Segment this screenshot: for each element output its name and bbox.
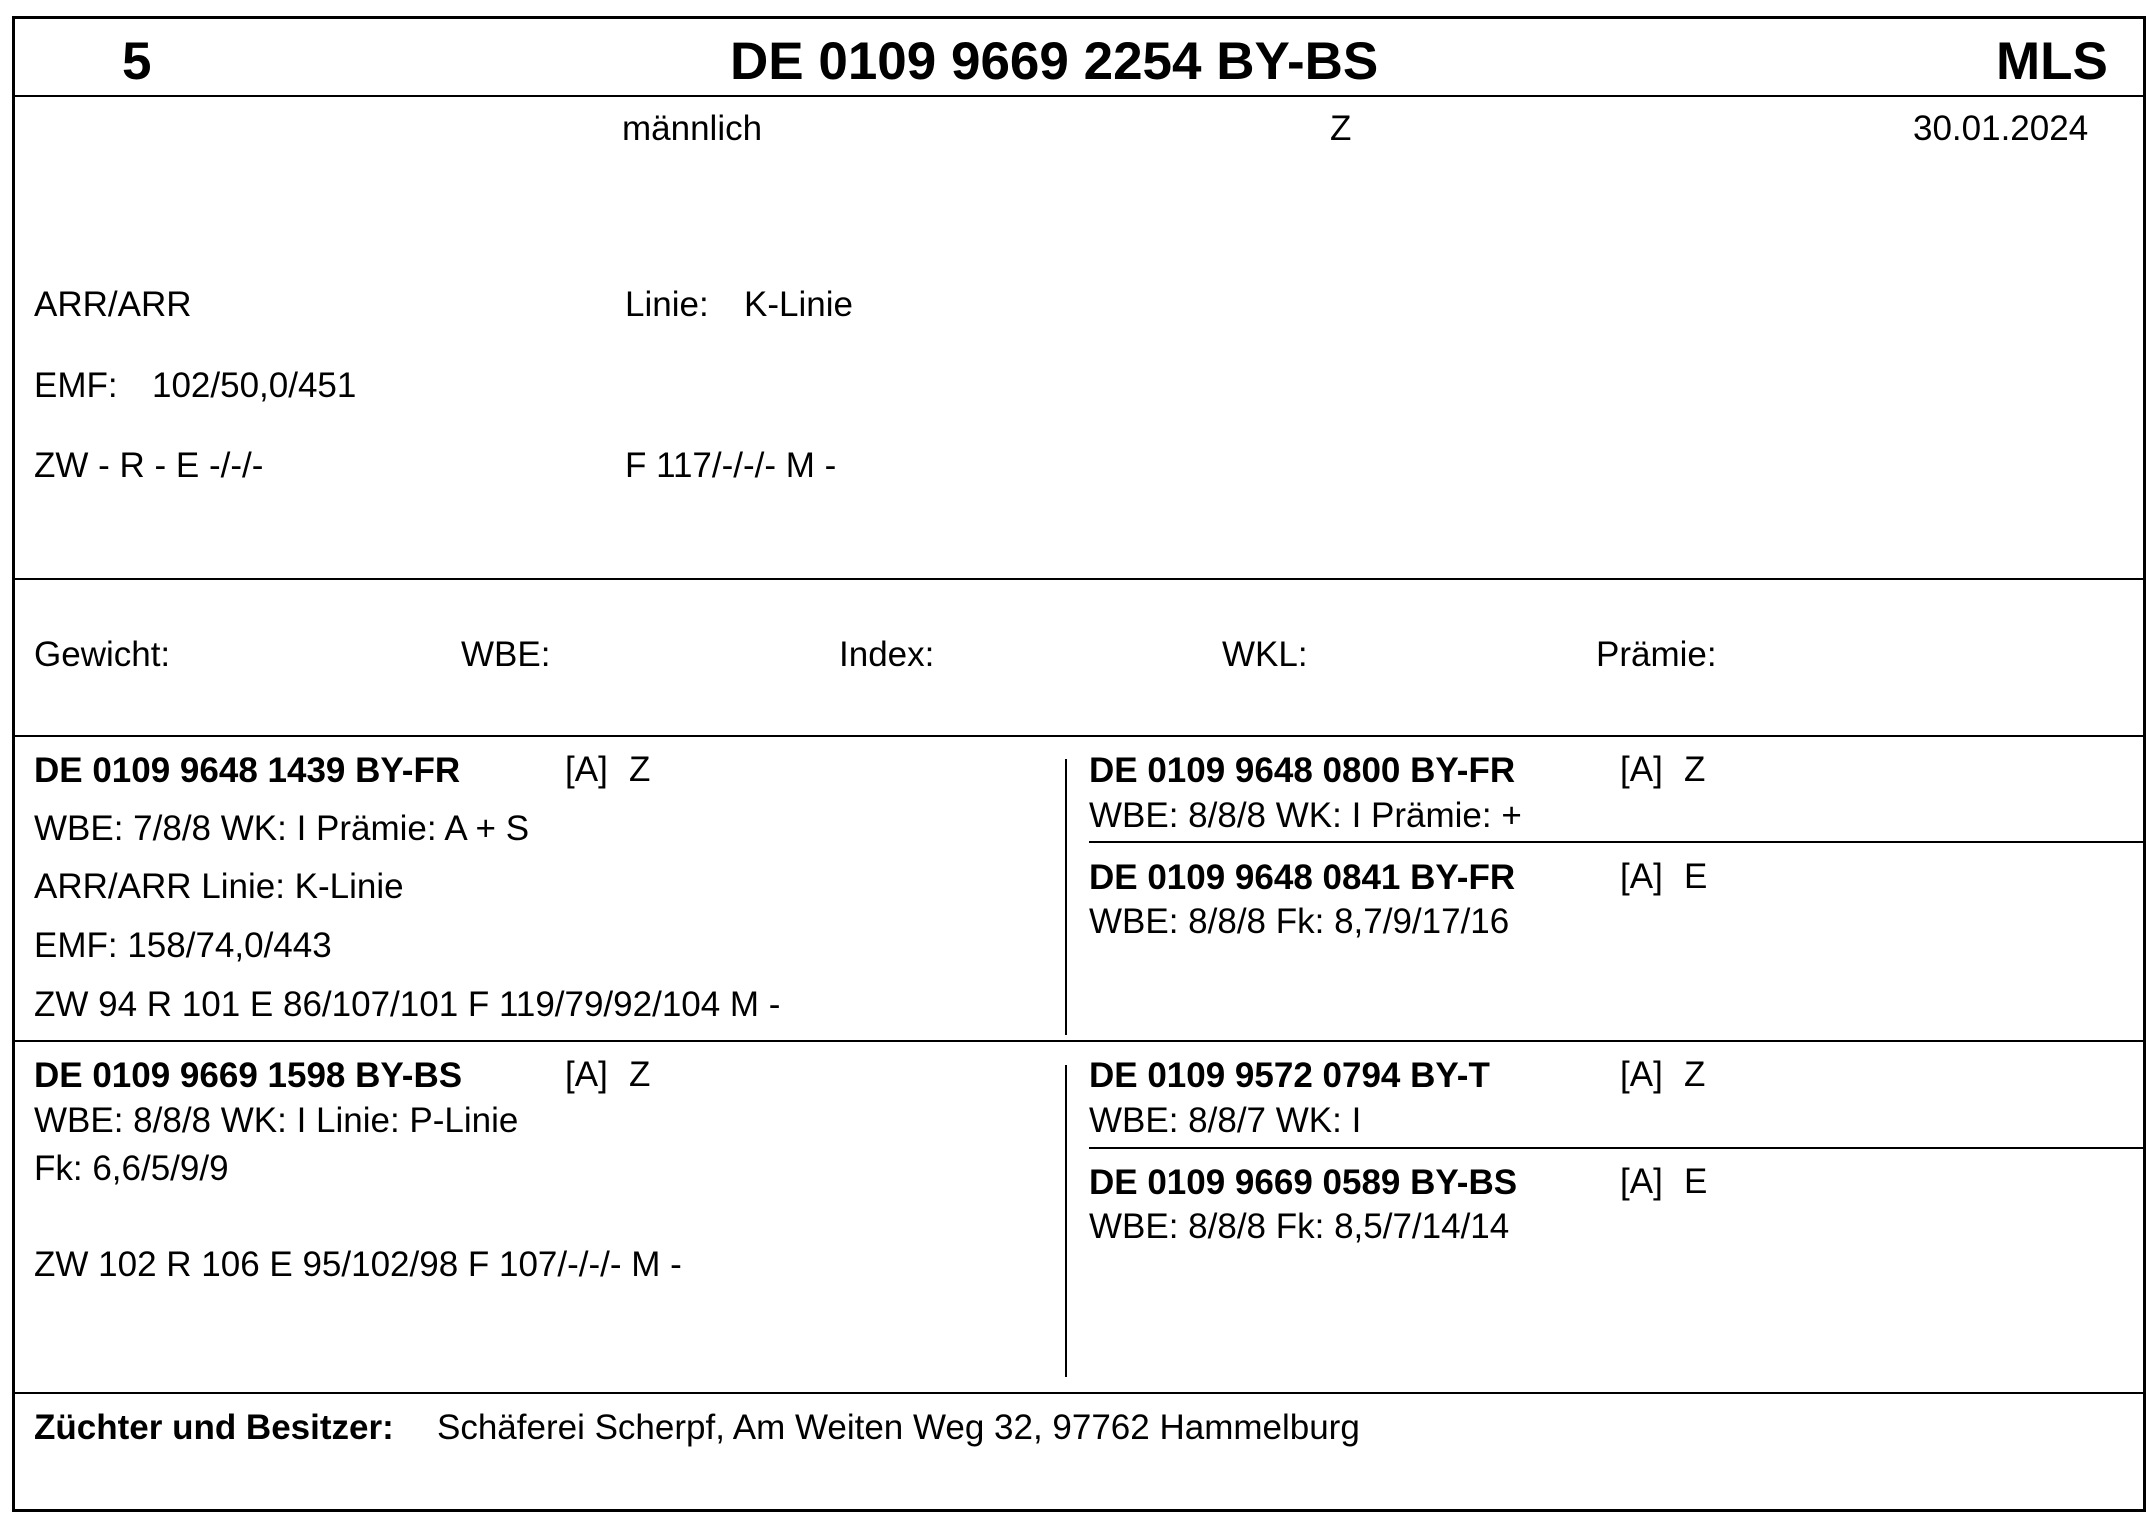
column-divider [1065, 759, 1067, 1035]
dam-dam-id: DE 0109 9669 0589 BY-BS [1089, 1163, 1518, 1202]
dam-line: ZW 102 R 106 E 95/102/98 F 107/-/-/- M - [34, 1245, 682, 1284]
sire-line: ARR/ARR Linie: K-Linie [34, 867, 404, 906]
sex: männlich [622, 109, 763, 148]
sire-code: Z [629, 750, 651, 789]
dam-line: WBE: 8/8/8 WK: I Linie: P-Linie [34, 1101, 519, 1140]
wkl-label: WKL: [1222, 635, 1308, 674]
divider [15, 1392, 2143, 1394]
sire-dam-tag: [A] [1620, 857, 1663, 896]
sire-sire-id: DE 0109 9648 0800 BY-FR [1089, 751, 1516, 790]
dam-dam-tag: [A] [1620, 1162, 1663, 1201]
sire-tag: [A] [565, 750, 608, 789]
dam-sire-id: DE 0109 9572 0794 BY-T [1089, 1056, 1490, 1095]
line-label: Linie: [625, 285, 709, 324]
divider [1089, 1147, 2143, 1149]
sire-dam-id: DE 0109 9648 0841 BY-FR [1089, 858, 1516, 897]
type-code: Z [1330, 109, 1352, 148]
emf-value: 102/50,0/451 [152, 366, 357, 405]
dam-sire-code: Z [1684, 1055, 1706, 1094]
dam-dam-code: E [1684, 1162, 1708, 1201]
wbe-label: WBE: [461, 635, 551, 674]
index-label: Index: [839, 635, 935, 674]
weight-label: Gewicht: [34, 635, 171, 674]
sire-line: EMF: 158/74,0/443 [34, 926, 332, 965]
dam-tag: [A] [565, 1055, 608, 1094]
zw-values: ZW - R - E -/-/- [34, 446, 264, 485]
catalog-number: 5 [122, 32, 152, 91]
sire-sire-tag: [A] [1620, 750, 1663, 789]
f-values: F 117/-/-/- M - [625, 446, 837, 485]
divider [15, 735, 2143, 737]
birth-date: 30.01.2024 [1913, 109, 2089, 148]
sire-line: ZW 94 R 101 E 86/107/101 F 119/79/92/104 M - [34, 985, 781, 1024]
sire-dam-line: WBE: 8/8/8 Fk: 8,7/9/17/16 [1089, 902, 1510, 941]
sire-id: DE 0109 9648 1439 BY-FR [34, 751, 461, 790]
dam-sire-tag: [A] [1620, 1055, 1663, 1094]
sire-line: WBE: 7/8/8 WK: I Prämie: A + S [34, 809, 530, 848]
breeder-label: Züchter und Besitzer: [34, 1408, 394, 1447]
breeder-value: Schäferei Scherpf, Am Weiten Weg 32, 97762 Hammelburg [437, 1408, 1360, 1447]
divider [1089, 841, 2143, 843]
dam-id: DE 0109 9669 1598 BY-BS [34, 1056, 463, 1095]
sire-sire-code: Z [1684, 750, 1706, 789]
dam-line: Fk: 6,6/5/9/9 [34, 1149, 229, 1188]
sire-sire-line: WBE: 8/8/8 WK: I Prämie: + [1089, 796, 1522, 835]
line-value: K-Linie [744, 285, 853, 324]
column-divider [1065, 1065, 1067, 1377]
animal-id: DE 0109 9669 2254 BY-BS [730, 32, 1379, 91]
dam-dam-line: WBE: 8/8/8 Fk: 8,5/7/14/14 [1089, 1207, 1510, 1246]
divider [15, 578, 2143, 580]
genotype: ARR/ARR [34, 285, 192, 324]
emf-label: EMF: [34, 366, 118, 405]
breed-code: MLS [1996, 32, 2108, 91]
dam-code: Z [629, 1055, 651, 1094]
praemie-label: Prämie: [1596, 635, 1717, 674]
sire-dam-code: E [1684, 857, 1708, 896]
divider [15, 95, 2143, 97]
dam-sire-line: WBE: 8/8/7 WK: I [1089, 1101, 1362, 1140]
divider [15, 1040, 2143, 1042]
